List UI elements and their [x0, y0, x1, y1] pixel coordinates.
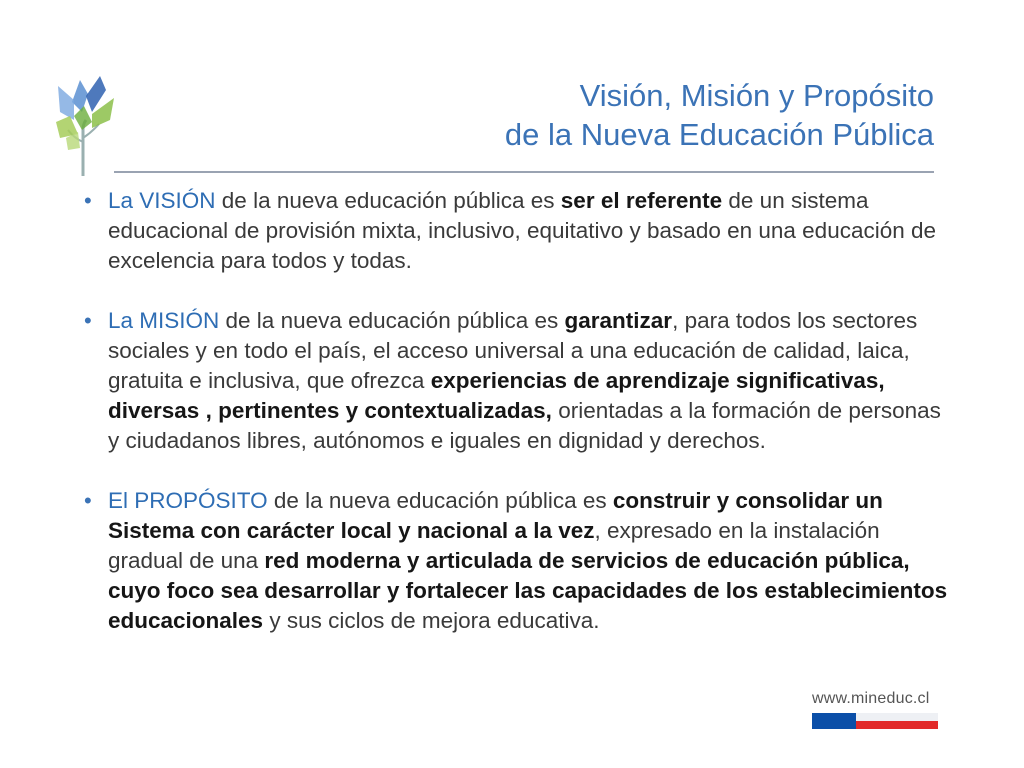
bullet-mission [84, 306, 954, 456]
footer-url: www.mineduc.cl [812, 690, 930, 707]
mission-text-3: orientadas a la formación de personas y ciudadanos libres, autónomos e iguales en dignidad y derechos. [108, 398, 941, 453]
vision-text-2: de un sistema educacional de provisión mixta, inclusivo, equitativo y basado en una educación de excelencia para todos y todas. [108, 188, 937, 273]
purpose-text-3: y sus ciclos de mejora educativa. [263, 608, 600, 633]
plant-logo-icon [52, 72, 118, 176]
bullet-icon: • [84, 308, 92, 333]
bullet-icon: • [84, 188, 92, 213]
mission-text-2: , para todos los sectores sociales y en todo el país, el acceso universal a una educación de calidad, laica, gratuita e inclusiva, que ofrezca [108, 308, 918, 393]
purpose-bold-1: construir y consolidar un Sistema con carácter local y nacional a la vez [108, 488, 883, 543]
mission-text-1: de la nueva educación pública es [219, 308, 565, 333]
vision-lead: La VISIÓN [108, 188, 216, 213]
flag-blue-segment [812, 713, 856, 729]
purpose-text-2: , expresado en la instalación gradual de una [108, 518, 880, 573]
chile-flag-bar [812, 713, 938, 729]
title-line-1: Visión, Misión y Propósito [579, 78, 934, 113]
mission-lead: La MISIÓN [108, 308, 220, 333]
mission-bold-1: garantizar [564, 308, 673, 333]
purpose-text-1: de la nueva educación pública es [267, 488, 613, 513]
title-divider [114, 171, 934, 173]
title-line-2: de la Nueva Educación Pública [504, 117, 934, 152]
purpose-lead: El PROPÓSITO [108, 488, 268, 513]
bullet-vision [84, 186, 954, 276]
bullet-purpose [84, 486, 954, 636]
vision-bold-1: ser el referente [560, 188, 723, 213]
page-title [505, 76, 934, 154]
flag-red-segment [856, 721, 938, 729]
slide-content [84, 186, 954, 666]
vision-text-1: de la nueva educación pública es [215, 188, 561, 213]
mission-bold-2: experiencias de aprendizaje significativas, diversas , pertinentes y contextualizadas, [108, 368, 885, 423]
purpose-bold-2: red moderna y articulada de servicios de educación pública, cuyo foco sea desarrollar y fortalecer las capacidades de los establecimientos educacionales [108, 548, 948, 633]
flag-white-segment [856, 713, 938, 721]
bullet-icon: • [84, 488, 92, 513]
